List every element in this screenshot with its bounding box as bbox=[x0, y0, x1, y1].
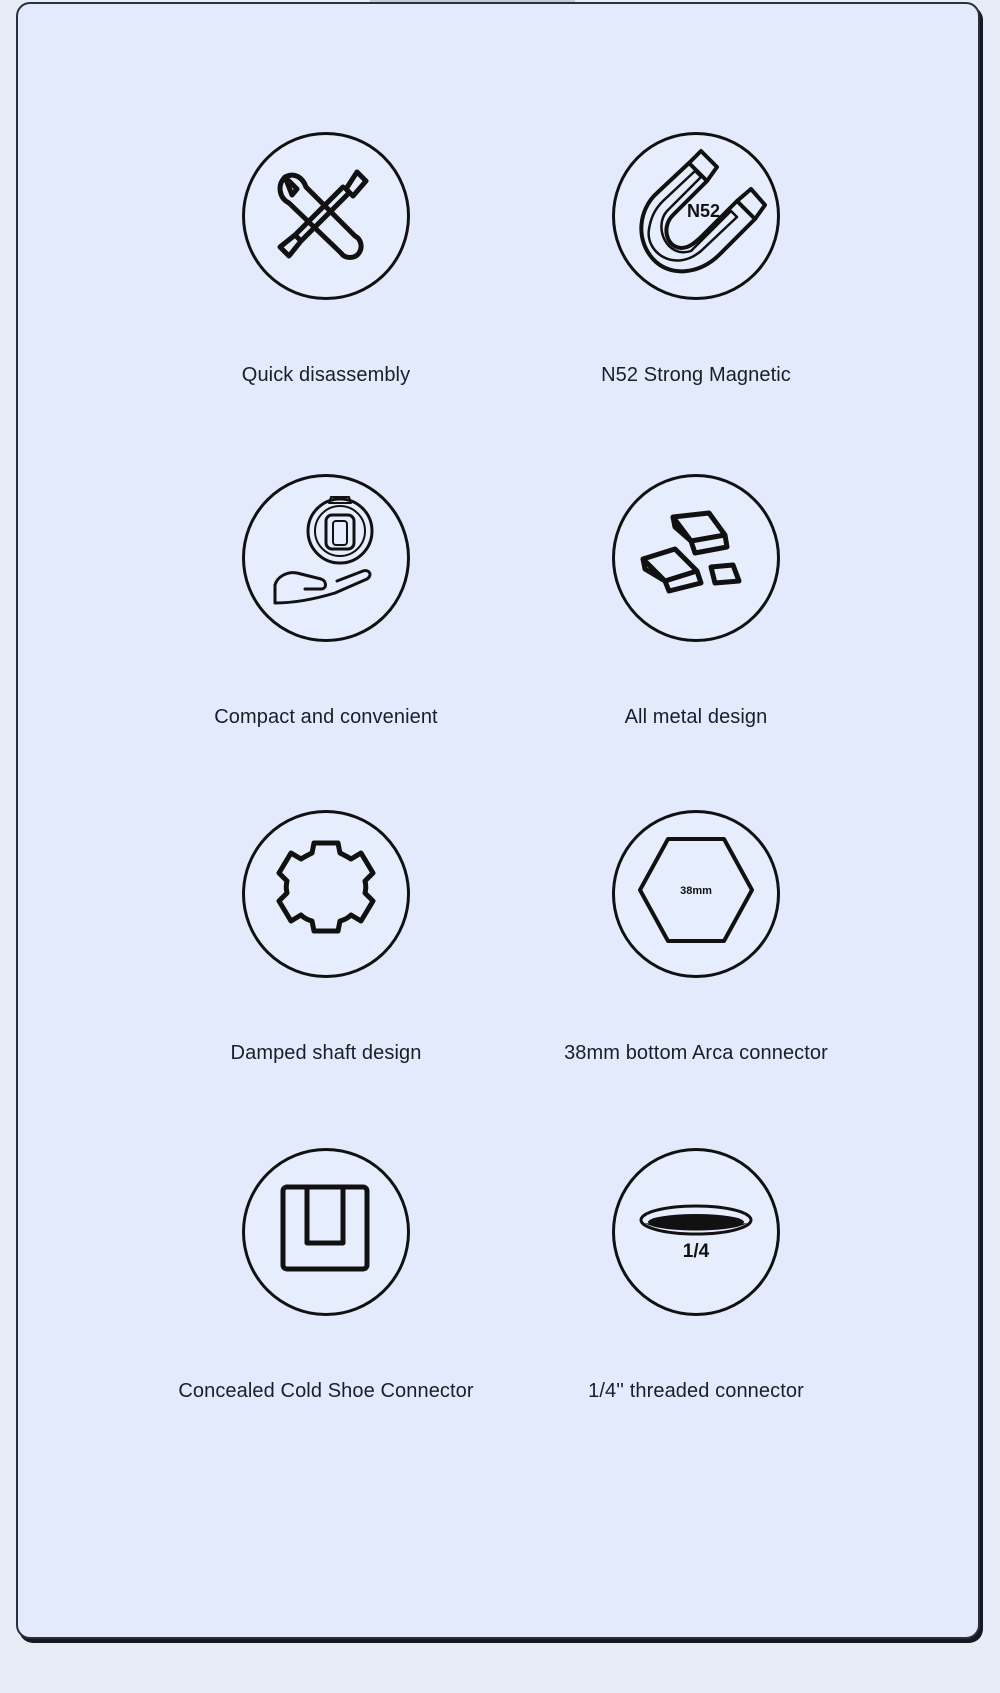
feature-label: All metal design bbox=[624, 706, 768, 728]
feature-damped-shaft bbox=[126, 810, 526, 1110]
feature-arca-connector bbox=[496, 810, 896, 1110]
feature-quick-disassembly bbox=[126, 132, 526, 432]
cold-shoe-icon bbox=[242, 1148, 410, 1316]
feature-label: Damped shaft design bbox=[230, 1042, 422, 1064]
feature-compact bbox=[126, 474, 526, 774]
screw-hole-icon bbox=[612, 1148, 780, 1316]
feature-label: Compact and convenient bbox=[214, 706, 438, 728]
magnet-icon bbox=[612, 132, 780, 300]
feature-all-metal bbox=[496, 474, 896, 774]
hexagon-icon-text: 38mm bbox=[680, 885, 712, 897]
feature-cold-shoe bbox=[126, 1148, 526, 1448]
features-panel bbox=[16, 2, 980, 1639]
hand-holding-mount-icon bbox=[242, 474, 410, 642]
feature-label: 38mm bottom Arca connector bbox=[564, 1042, 828, 1064]
metal-bars-icon bbox=[612, 474, 780, 642]
gear-icon bbox=[242, 810, 410, 978]
wrench-screwdriver-icon bbox=[242, 132, 410, 300]
hexagon-icon bbox=[612, 810, 780, 978]
feature-label: N52 Strong Magnetic bbox=[601, 364, 791, 386]
feature-threaded-connector bbox=[496, 1148, 896, 1448]
feature-n52-magnetic bbox=[496, 132, 896, 432]
magnet-icon-text: N52 bbox=[687, 201, 721, 221]
feature-label: Concealed Cold Shoe Connector bbox=[178, 1380, 474, 1402]
feature-label: Quick disassembly bbox=[241, 364, 411, 386]
screw-hole-icon-text: 1/4 bbox=[682, 1241, 710, 1262]
feature-label: 1/4'' threaded connector bbox=[588, 1380, 804, 1402]
